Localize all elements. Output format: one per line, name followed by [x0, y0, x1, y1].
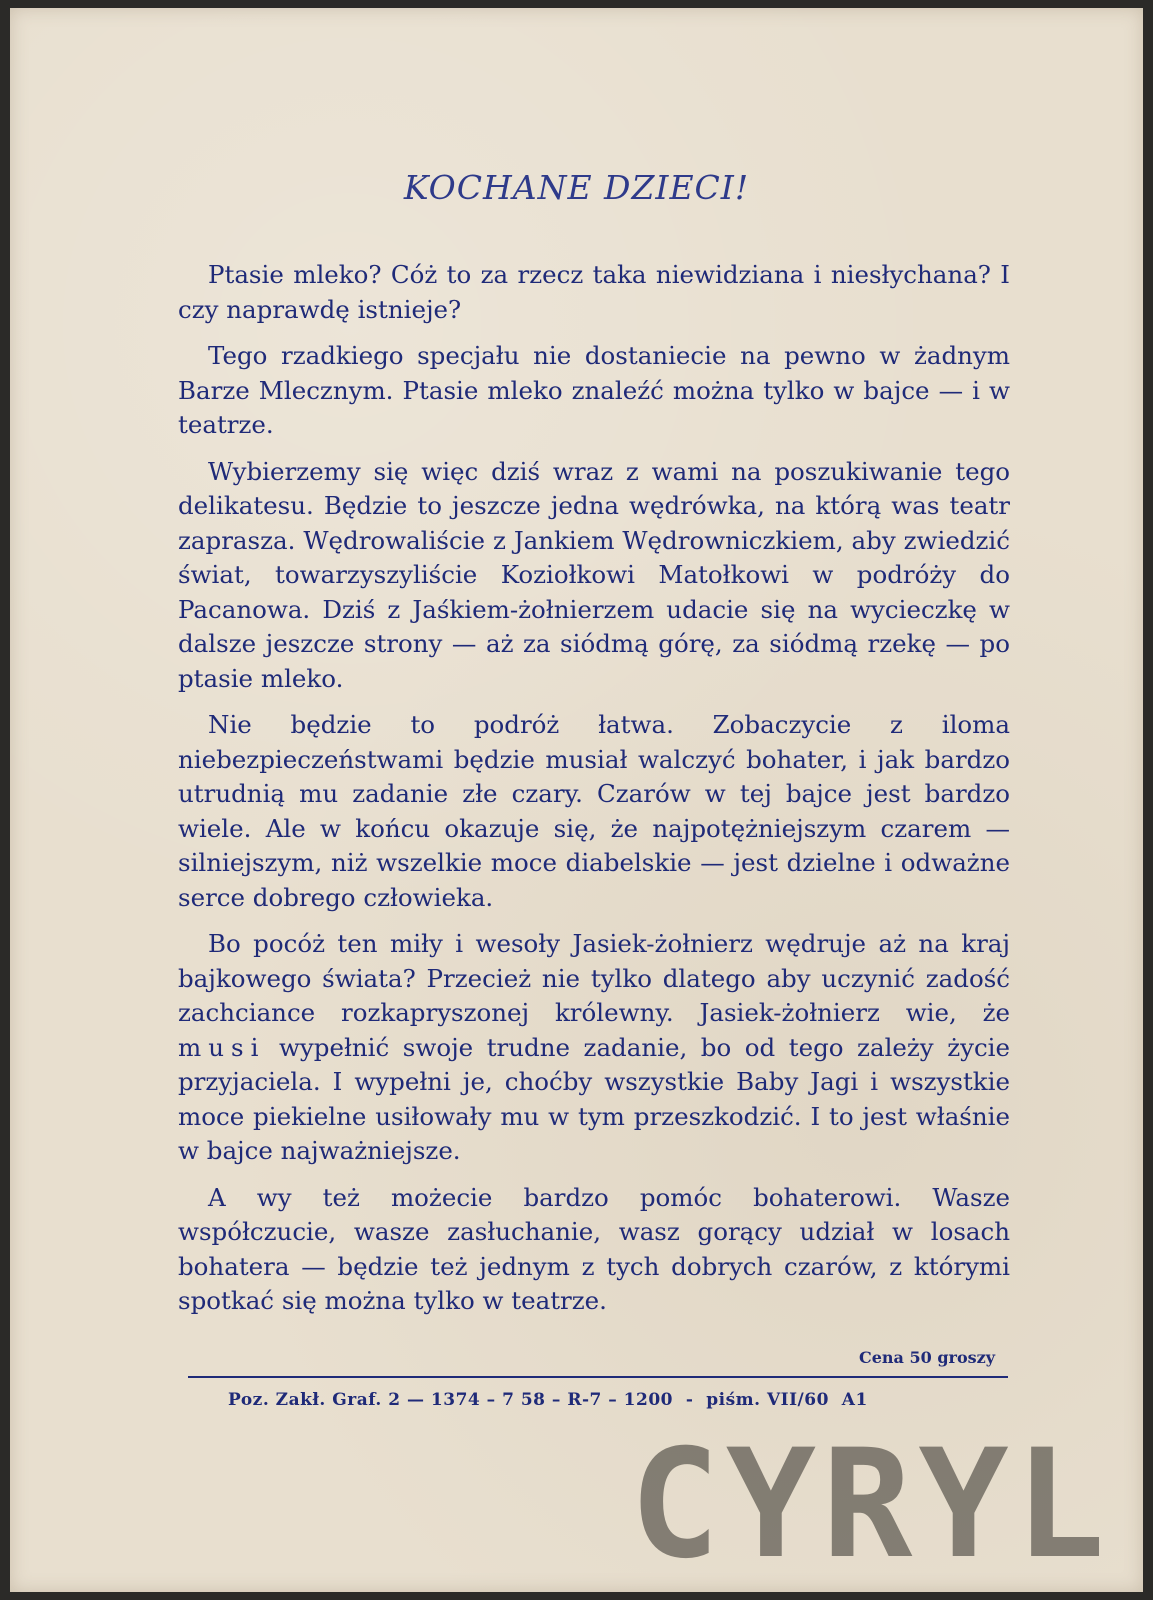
paragraph-4: Nie będzie to podróż łatwa. Zobaczycie z iloma niebezpieczeństwami będzie musiał walczyć bohater, i jak bardzo utrudnią mu zadanie złe czary. Czarów w tej bajce jest bardzo wiele. Ale w końcu okazuje się, że najpotężniejszym czarem — silniejszym, niż wszelkie moce diabelskie — jest dzielne i odważne serce dobrego człowieka. — [178, 710, 1010, 912]
paragraph-5-emphasis: musi — [178, 1032, 266, 1062]
page-title: KOCHANE DZIECI! — [403, 168, 750, 207]
divider — [188, 1376, 1008, 1378]
document-page — [10, 8, 1143, 1592]
paragraph-1: Ptasie mleko? Cóż to za rzecz taka niewidziana i niesłychana? I czy naprawdę istnieje? — [178, 260, 1010, 324]
archive-watermark: CYRYL — [629, 1418, 1111, 1592]
paragraph-5-before: Bo pocóż ten miły i wesoły Jasiek-żołnierz wędruje aż na kraj bajkowego świata? Przecież nie tylko dlatego aby uczynić zadość zachciance rozkapryszonej królewny. Jasiek-żołnierz wie, że — [178, 929, 1010, 1027]
paragraph-5 — [178, 927, 1010, 1169]
price-label: Cena 50 groszy — [859, 1348, 995, 1367]
paragraph-2: Tego rzadkiego specjału nie dostaniecie na pewno w żadnym Barze Mlecznym. Ptasie mleko znaleźć można tylko w bajce — i w teatrze. — [178, 341, 1010, 439]
paragraph-6: A wy też możecie bardzo pomóc bohaterowi. Wasze współczucie, wasze zasłuchanie, wasz gorący udział w losach bohatera — będzie też jednym z tych dobrych czarów, z którymi spotkać się można tylko w teatrze. — [178, 1182, 1010, 1315]
printer-imprint: Poz. Zakł. Graf. 2 — 1374 – 7 58 – R-7 – 1200 - piśm. VII/60 A1 — [228, 1390, 868, 1410]
paragraph-5-after: wypełnić swoje trudne zadanie, bo od tego zależy życie przyjaciela. I wypełni je, choćby wszystkie Baby Jagi i wszystkie moce piekielne usiłowały mu w tym przeszkodzić. I to jest właśnie w bajce najważniejsze. — [178, 1032, 1010, 1165]
paragraph-3: Wybierzemy się więc dziś wraz z wami na poszukiwanie tego delikatesu. Będzie to jeszcze jedna wędrówka, na którą was teatr zaprasza. Wędrowaliście z Jankiem Wędrowniczkiem, aby zwiedzić świat, towarzyszyliście Koziołkowi Matołkowi w podróży do Pacanowa. Dziś z Jaśkiem-żołnierzem udacie się na wycieczkę w dalsze jeszcze strony — aż za siódmą górę, za siódmą rzekę — po ptasie mleko. — [178, 456, 1010, 693]
body-text — [178, 258, 1010, 1331]
